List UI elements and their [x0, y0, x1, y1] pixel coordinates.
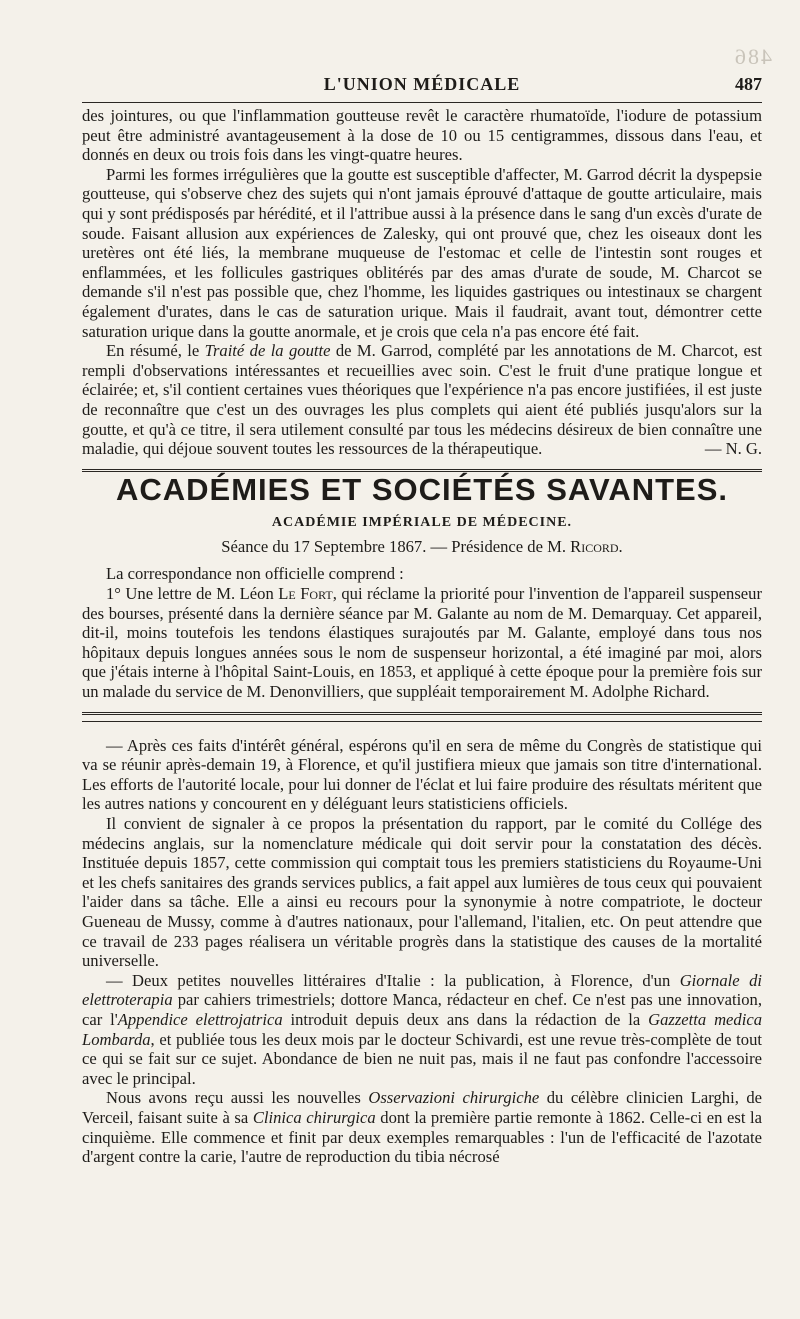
gazzetta-title: Gazzetta medica Lombarda — [82, 1009, 762, 1049]
review-p3-part-b: de M. Garrod, complété par les annotations de M. Charcot, est rempli d'observations intéressantes et recueillies avec soin. C'est le fruit d'une pratique longue et éclairée; et, s'il contient certaines vues théoriques que l'expérience n'a pas encore justifiées, il est juste de reconnaître que c'est un des ouvrages les plus complets qui aient été publiés jusqu'alors sur la goutte, et qu'à ce titre, il sera utilement consulté par tous les médecins désireux de bien connaître une maladie, qui déjoue souvent toutes les ressources de la thérapeutique. — [82, 341, 762, 459]
osservazioni-title: Osservazioni chirurgiche — [368, 1088, 540, 1108]
review-paragraph-2: Parmi les formes irrégulières que la goutte est susceptible d'affecter, M. Garrod décrit la dyspepsie goutteuse, qui s'observe chez des sujets qui n'ont jamais éprouvé d'attaque de goutte articulaire, mais qui y sont prédisposés par hérédité, et il l'attribue aussi à la présence dans le sang d'un excès d'urate de soude. Faisant allusion aux expériences de Zalesky, qui ont prouvé que, chez les oiseaux dont les uretères ont été liés, la membrane muqueuse de l'estomac et celle de l'intestin sont rouges et enflammées, et les follicules gastriques oblitérés par des amas d'urate de soude, M. Charcot se demande s'il n'est pas possible que, chez l'homme, les liquides gastriques ou intestinaux se chargent également d'urates, dans le cas de saturation urique. Mais il faudrait, avant tout, démontrer cette saturation urique dans la goutte anormale, et je crois que cela n'a pas encore été fait. — [82, 164, 762, 341]
letter-part-b: , qui réclame la priorité pour l'invention de l'appareil suspenseur des bourses, présenté dans la dernière séance par M. Galante au nom de M. Demarquay. Cet appareil, dit-il, moins toutefois les tendons élastiques surajoutés par M. Galante, employé dans tous nos hôpitaux depuis longues années sous le nom de suspenseur horizontal, a été imaginé par moi, alors que j'étais interne à l'hôpital Saint-Louis, en 1853, et appliqué à cette époque pour la première fois sur un malade du service de M. Denonvilliers, que suppléait temporairement M. Adolphe Richard. — [82, 584, 762, 702]
seance-line: Séance du 17 Septembre 1867. — Présidence de M. Ricord. — [221, 536, 623, 556]
news-p3-part-a: — Deux petites nouvelles littéraires d'Italie : la publication, à Florence, d'un — [106, 970, 680, 990]
news-paragraph-3 — [82, 971, 762, 1089]
show-through-page-number: 486 — [733, 44, 772, 69]
letter-part-a: 1° Une lettre de M. Léon — [106, 584, 279, 604]
seance-text: Séance du 17 Septembre 1867. — Présidence de M. — [221, 536, 571, 556]
review-paragraph-3 — [82, 341, 762, 459]
news-divider-thin — [82, 721, 762, 722]
book-title: Traité de la goutte — [204, 341, 331, 361]
section-title: ACADÉMIES ET SOCIÉTÉS SAVANTES. — [115, 471, 729, 507]
review-p3-part-a: En résumé, le — [106, 341, 205, 361]
news-p3-part-c: introduit depuis deux ans dans la rédaction de la — [282, 1009, 649, 1029]
letter-author-name: Le Fort — [278, 584, 333, 604]
correspondence-letter — [82, 584, 762, 702]
news-p3-part-d: , et publiée tous les deux mois par le docteur Schivardi, est une revue très-complète de tout ce qui se fait sur ce sujet. Abondance de bien ne nuit pas, mais il ne faut pas confondre l'accessoire avec le principal. — [82, 1029, 762, 1088]
news-paragraph-4 — [82, 1088, 762, 1166]
news-p3-part-b: par cahiers trimestriels; dottore Manca, rédacteur en chef. Ce n'est pas une innovation, car l' — [82, 990, 762, 1029]
correspondence-intro: La correspondance non officielle comprend : — [106, 564, 404, 584]
page-number: 487 — [735, 74, 762, 94]
news-divider — [82, 712, 762, 715]
news-p4-part-a: Nous avons reçu aussi les nouvelles — [106, 1088, 369, 1108]
article-body — [82, 106, 762, 1167]
header-title: L'UNION MÉDICALE — [323, 74, 521, 94]
journal-title: Giornale di elettroterapia — [82, 970, 762, 1010]
news-p4-part-b: du célèbre clinicien Larghi, de Verceil, faisant suite à sa — [82, 1088, 762, 1127]
author-signature: — N. G. — [704, 439, 762, 459]
news-paragraph-2: Il convient de signaler à ce propos la présentation du rapport, par le comité du Collége des médecins anglais, sur la nomenclature médicale qui doit servir pour la constatation des décès. Instituée depuis 1857, cette commission qui comptait tous les premiers statisticiens du Royaume-Uni et les chefs sanitaires des grands services publics, a fait appel aux lumières de tous ceux qui pouvaient l'aider dans sa tâche. Elle a ainsi eu recours pour la synonymie à notre compatriote, le docteur Gueneau de Mussy, comme à d'autres nationaux, pour l'allemand, l'italien, etc. On peut attendre que ce travail de 233 pages réalisera un véritable progrès dans la statistique des causes de la mortalité universelle. — [82, 814, 762, 971]
appendice-title: Appendice elettrojatrica — [117, 1009, 283, 1029]
section-subtitle: ACADÉMIE IMPÉRIALE DE MÉDECINE. — [271, 515, 573, 531]
header-rule — [82, 102, 762, 103]
clinica-title: Clinica chirurgica — [252, 1107, 376, 1127]
review-paragraph-1: des jointures, ou que l'inflammation goutteuse revêt le caractère rhumatoïde, l'iodure de potassium peut être administré avantageusement à la dose de 10 ou 15 centigrammes, dissous dans l'eau, et donnés en deux ou trois fois dans les vingt-quatre heures. — [82, 106, 762, 165]
news-paragraph-1: — Après ces faits d'intérêt général, espérons qu'il en sera de même du Congrès de statistique qui va se réunir après-demain 19, à Florence, et qu'il justifiera mieux que jamais son titre d'international. Les efforts de l'autorité locale, pour lui donner de l'éclat et lui faire produire des résultats méritent que les autres nations y concourent en y déléguant leurs statisticiens officiels. — [82, 735, 762, 814]
president-name: Ricord — [570, 536, 619, 556]
news-p4-part-c: dont la première partie remonte à 1862. Celle-ci en est la cinquième. Elle commence et finit par deux exemples remarquables : l'un de l'efficacité de l'azotate d'argent contre la carie, l'autre de reproduction du tibia nécrosé — [82, 1107, 762, 1167]
running-header — [82, 74, 762, 100]
